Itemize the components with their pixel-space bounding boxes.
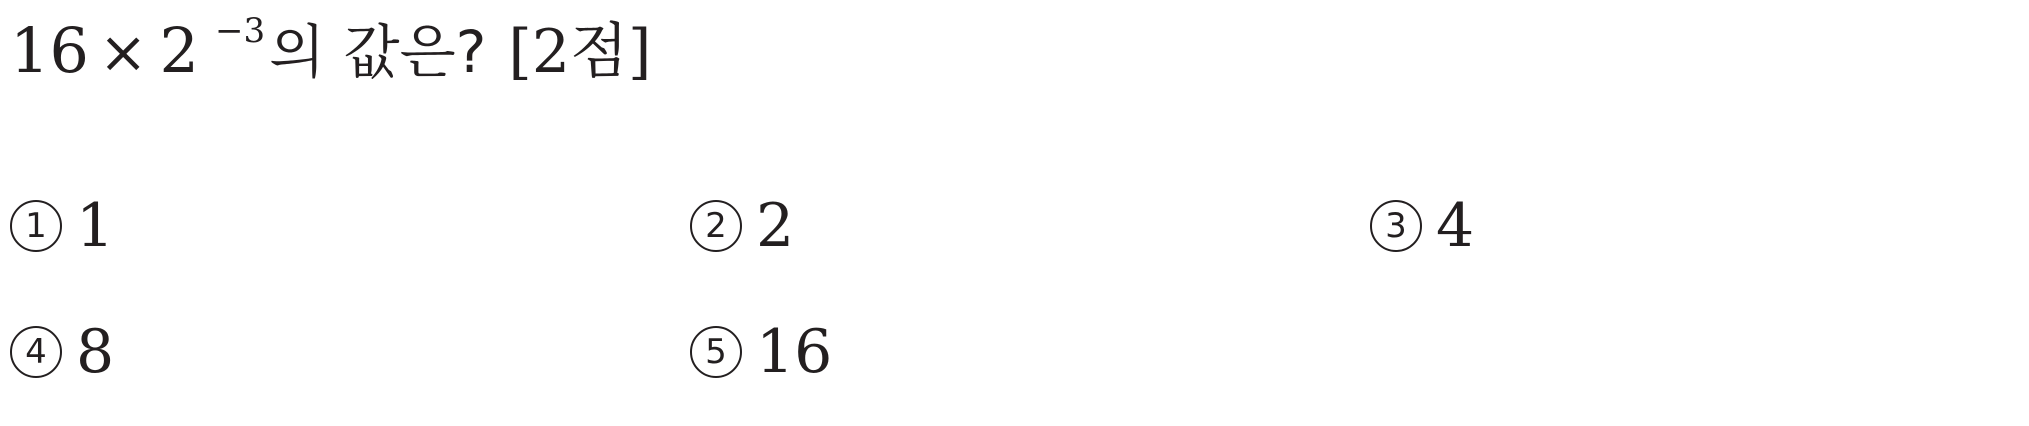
choice-value-4: 8 bbox=[76, 317, 115, 387]
choice-number-5: 5 bbox=[690, 326, 742, 378]
choice-4[interactable] bbox=[10, 316, 114, 388]
choice-number-2: 2 bbox=[690, 200, 742, 252]
question-stem bbox=[10, 11, 652, 110]
question-base-16: 16 bbox=[10, 14, 89, 87]
choice-value-5: 16 bbox=[756, 317, 833, 387]
question-exponent: −3 bbox=[214, 11, 266, 51]
choice-value-1: 1 bbox=[76, 191, 115, 261]
choice-number-4: 4 bbox=[10, 326, 62, 378]
choice-5[interactable] bbox=[690, 316, 832, 388]
choice-number-3: 3 bbox=[1370, 200, 1422, 252]
question-points: [2점] bbox=[508, 17, 652, 87]
choice-2[interactable] bbox=[690, 190, 794, 262]
choice-3[interactable] bbox=[1370, 190, 1474, 262]
choice-value-3: 4 bbox=[1436, 191, 1475, 261]
choice-value-2: 2 bbox=[756, 191, 795, 261]
choice-number-1: 1 bbox=[10, 200, 62, 252]
question-text: 의 값은? bbox=[269, 18, 487, 86]
choice-1[interactable] bbox=[10, 190, 114, 262]
question-base-2: 2 bbox=[159, 14, 199, 87]
multiply-sign: × bbox=[98, 18, 148, 86]
